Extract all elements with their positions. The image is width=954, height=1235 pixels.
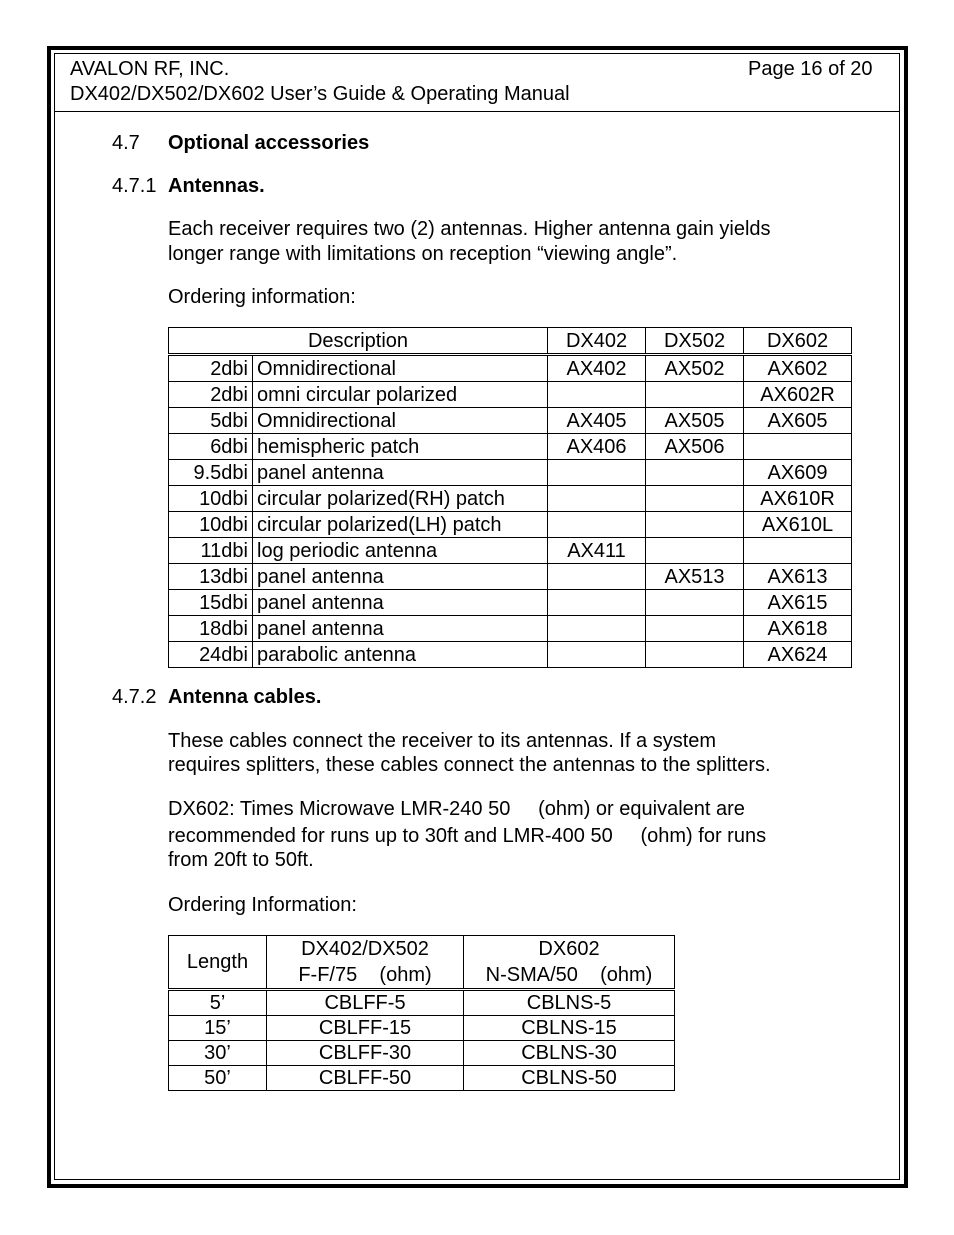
dx602-cell: AX609: [744, 460, 852, 486]
section-title: Optional accessories: [168, 132, 370, 154]
antennas-header-dx502: DX502: [646, 328, 744, 355]
cables-table: [168, 935, 675, 1091]
header-divider: [54, 111, 900, 112]
dx602-cell: AX605: [744, 408, 852, 434]
dx502-cell: [646, 616, 744, 642]
dx502-cell: [646, 538, 744, 564]
cables-header-dx402-dx502: [267, 936, 464, 990]
dx402-cell: [548, 642, 646, 668]
dx502-cell: AX502: [646, 355, 744, 382]
antennas-header-description: Description: [169, 328, 548, 355]
cables-paragraph-2-line-2: recommended for runs up to 30ft and LMR-400 50 (ohm) for runs: [168, 825, 767, 847]
cables-ordering-label: Ordering Information:: [168, 894, 357, 916]
antennas-paragraph-line-1: Each receiver requires two (2) antennas. Higher antenna gain yields: [168, 218, 771, 240]
type-cell: Omnidirectional: [253, 355, 548, 382]
length-cell: 30’: [169, 1041, 267, 1066]
header-company: AVALON RF, INC.: [70, 58, 230, 80]
dx602-cell: AX610L: [744, 512, 852, 538]
dx502-cell: AX506: [646, 434, 744, 460]
dx602-cell: [744, 434, 852, 460]
dx602-cell: AX618: [744, 616, 852, 642]
dx402-cell: [548, 382, 646, 408]
table-row: [169, 460, 852, 486]
type-cell: panel antenna: [253, 564, 548, 590]
cables-paragraph-2-line-1: DX602: Times Microwave LMR-240 50 (ohm) or equivalent are: [168, 798, 745, 820]
cables-paragraph-1-line-1: These cables connect the receiver to its antennas. If a system: [168, 730, 717, 752]
dx402-cell: [548, 616, 646, 642]
table-row: [169, 590, 852, 616]
type-cell: parabolic antenna: [253, 642, 548, 668]
dx502-cell: [646, 460, 744, 486]
gain-cell: 15dbi: [169, 590, 253, 616]
table-row: [169, 538, 852, 564]
gain-cell: 9.5dbi: [169, 460, 253, 486]
type-cell: omni circular polarized: [253, 382, 548, 408]
dx502-cell: [646, 512, 744, 538]
header-manual-title: DX402/DX502/DX602 User’s Guide & Operating Manual: [70, 83, 570, 105]
antennas-table: [168, 327, 852, 668]
dx402-cell: AX411: [548, 538, 646, 564]
dx402-cell: AX402: [548, 355, 646, 382]
cblff-cell: CBLFF-5: [267, 990, 464, 1016]
table-row: [169, 1041, 675, 1066]
dx502-cell: [646, 642, 744, 668]
section-number: 4.7: [112, 132, 140, 154]
type-cell: panel antenna: [253, 616, 548, 642]
gain-cell: 10dbi: [169, 486, 253, 512]
header-page-number: Page 16 of 20: [748, 58, 873, 80]
dx402-cell: AX406: [548, 434, 646, 460]
dx402-cell: [548, 564, 646, 590]
dx602-cell: [744, 538, 852, 564]
dx502-cell: [646, 486, 744, 512]
cables-paragraph-2-line-3: from 20ft to 50ft.: [168, 849, 314, 871]
gain-cell: 10dbi: [169, 512, 253, 538]
dx602-cell: AX602R: [744, 382, 852, 408]
cables-paragraph-1-line-2: requires splitters, these cables connect the antennas to the splitters.: [168, 754, 771, 776]
cables-header-dx402-line-1: DX402/DX502: [301, 938, 429, 960]
dx402-cell: [548, 590, 646, 616]
dx602-cell: AX613: [744, 564, 852, 590]
gain-cell: 2dbi: [169, 355, 253, 382]
type-cell: circular polarized(RH) patch: [253, 486, 548, 512]
antennas-table-header-row: [169, 328, 852, 355]
cables-header-dx402-line-2: F-F/75 (ohm): [298, 964, 432, 986]
antennas-title: Antennas.: [168, 175, 265, 197]
dx602-cell: AX602: [744, 355, 852, 382]
length-cell: 50’: [169, 1066, 267, 1091]
cables-title: Antenna cables.: [168, 686, 322, 708]
type-cell: panel antenna: [253, 590, 548, 616]
cables-header-dx602-line-1: DX602: [538, 938, 600, 960]
dx402-cell: [548, 460, 646, 486]
table-row: [169, 1066, 675, 1091]
dx502-cell: [646, 382, 744, 408]
cables-number: 4.7.2: [112, 686, 157, 708]
table-row: [169, 382, 852, 408]
type-cell: Omnidirectional: [253, 408, 548, 434]
type-cell: panel antenna: [253, 460, 548, 486]
cblff-cell: CBLFF-30: [267, 1041, 464, 1066]
dx602-cell: AX624: [744, 642, 852, 668]
cblns-cell: CBLNS-5: [464, 990, 675, 1016]
dx602-cell: AX615: [744, 590, 852, 616]
gain-cell: 11dbi: [169, 538, 253, 564]
table-row: [169, 990, 675, 1016]
cblns-cell: CBLNS-15: [464, 1016, 675, 1041]
dx402-cell: AX405: [548, 408, 646, 434]
table-row: [169, 616, 852, 642]
table-row: [169, 486, 852, 512]
gain-cell: 24dbi: [169, 642, 253, 668]
cables-header-dx602-line-2: N-SMA/50 (ohm): [485, 964, 653, 986]
gain-cell: 5dbi: [169, 408, 253, 434]
dx602-cell: AX610R: [744, 486, 852, 512]
table-row: [169, 1016, 675, 1041]
cblns-cell: CBLNS-30: [464, 1041, 675, 1066]
table-row: [169, 512, 852, 538]
cables-table-header-row: [169, 936, 675, 990]
table-row: [169, 408, 852, 434]
dx502-cell: AX505: [646, 408, 744, 434]
gain-cell: 13dbi: [169, 564, 253, 590]
cables-header-length: Length: [169, 936, 267, 990]
table-row: [169, 564, 852, 590]
cblff-cell: CBLFF-50: [267, 1066, 464, 1091]
dx402-cell: [548, 486, 646, 512]
gain-cell: 2dbi: [169, 382, 253, 408]
antennas-header-dx602: DX602: [744, 328, 852, 355]
type-cell: hemispheric patch: [253, 434, 548, 460]
dx502-cell: AX513: [646, 564, 744, 590]
table-row: [169, 642, 852, 668]
length-cell: 5’: [169, 990, 267, 1016]
cblns-cell: CBLNS-50: [464, 1066, 675, 1091]
gain-cell: 18dbi: [169, 616, 253, 642]
type-cell: log periodic antenna: [253, 538, 548, 564]
antennas-header-dx402: DX402: [548, 328, 646, 355]
table-row: [169, 355, 852, 382]
antennas-ordering-label: Ordering information:: [168, 286, 356, 308]
table-row: [169, 434, 852, 460]
dx402-cell: [548, 512, 646, 538]
cables-header-dx602: [464, 936, 675, 990]
length-cell: 15’: [169, 1016, 267, 1041]
antennas-paragraph-line-2: longer range with limitations on reception “viewing angle”.: [168, 243, 678, 265]
gain-cell: 6dbi: [169, 434, 253, 460]
cblff-cell: CBLFF-15: [267, 1016, 464, 1041]
type-cell: circular polarized(LH) patch: [253, 512, 548, 538]
antennas-number: 4.7.1: [112, 175, 157, 197]
dx502-cell: [646, 590, 744, 616]
